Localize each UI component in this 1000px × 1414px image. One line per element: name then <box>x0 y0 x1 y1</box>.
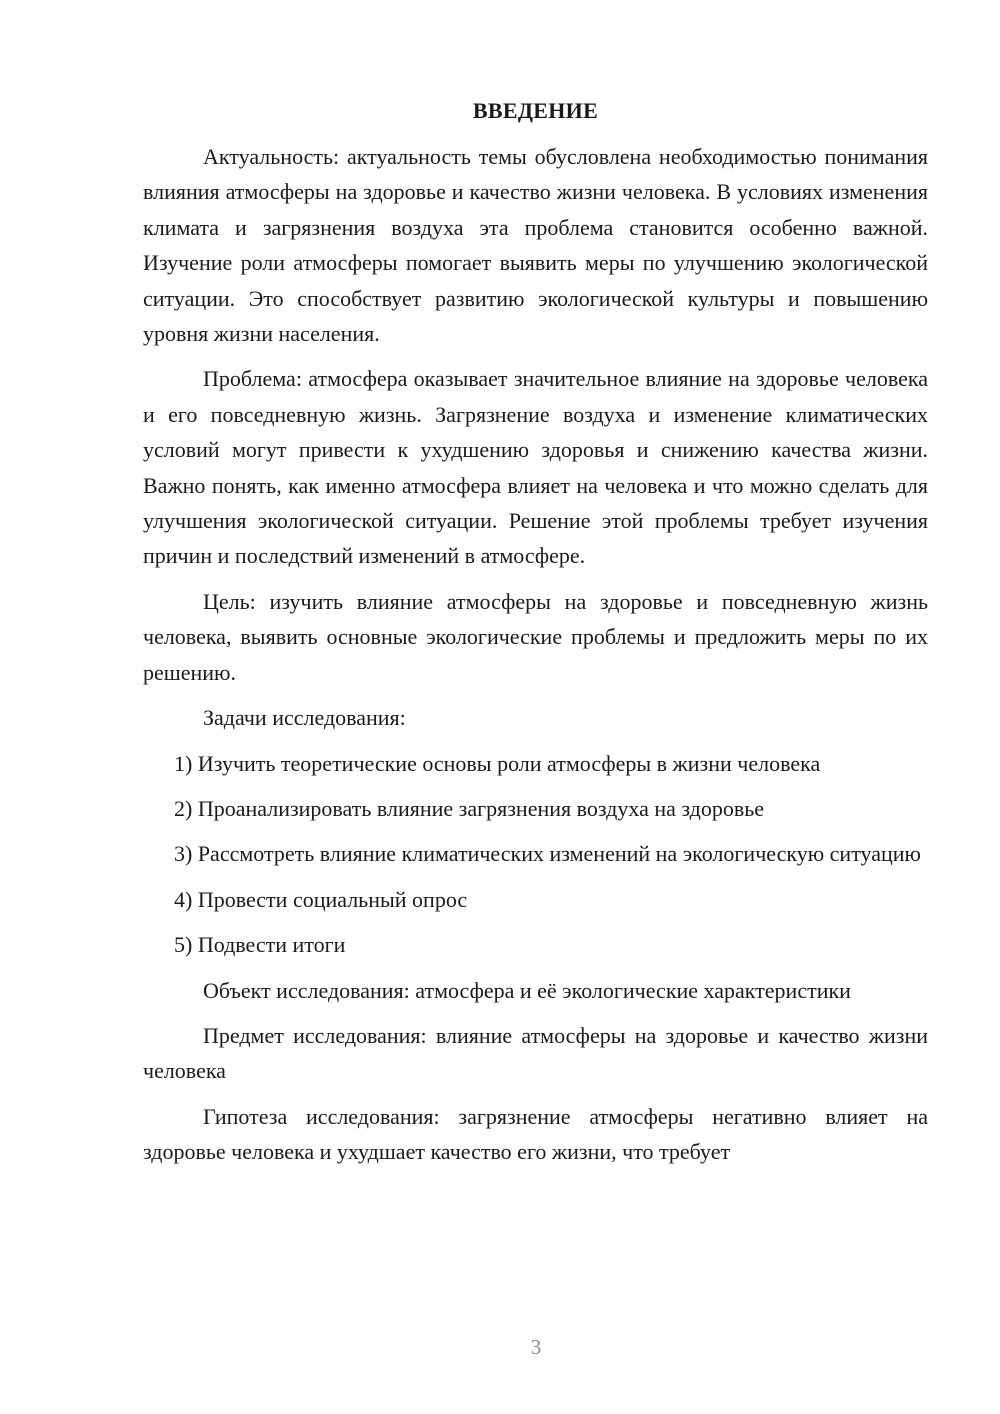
tasks-heading: Задачи исследования: <box>203 705 406 731</box>
task-item: 5) Подвести итоги <box>174 932 346 958</box>
paragraph-goal: Цель: изучить влияние атмосферы на здоровье и повседневную жизнь человека, выявить основные экологические проблемы и предложить меры по их решению. <box>143 588 928 685</box>
task-item: 4) Провести социальный опрос <box>174 886 468 912</box>
paragraph-problem: Проблема: атмосфера оказывает значительное влияние на здоровье человека и его повседневную жизнь. Загрязнение воздуха и изменение климатических условий могут привести к ухудшению здоровья и снижению качества жизни. Важно понять, как именно атмосфера влияет на человека и что можно сделать для улучшения экологической ситуации. Решение этой проблемы требует изучения причин и последствий изменений в атмосфере. <box>143 366 928 569</box>
paragraph-hypothesis: Гипотеза исследования: загрязнение атмосферы негативно влияет на здоровье человека и ухудшает качество его жизни, что требует <box>143 1103 928 1165</box>
paragraph-subject: Предмет исследования: влияние атмосферы на здоровье и качество жизни человека <box>143 1022 928 1084</box>
paragraph-object: Объект исследования: атмосфера и её экологические характеристики <box>203 977 851 1003</box>
task-item: 3) Рассмотреть влияние климатических изменений на экологическую ситуацию <box>174 841 921 867</box>
task-item: 2) Проанализировать влияние загрязнения воздуха на здоровье <box>174 795 765 821</box>
paragraph-relevance: Актуальность: актуальность темы обусловлена необходимостью понимания влияния атмосферы на здоровье и качество жизни человека. В условиях изменения климата и загрязнения воздуха эта проблема становится особенно важной. Изучение роли атмосферы помогает выявить меры по улучшению экологической ситуации. Это способствует развитию экологической культуры и повышению уровня жизни населения. <box>143 144 928 347</box>
page-content <box>143 96 928 1180</box>
section-title: ВВЕДЕНИЕ <box>472 98 599 123</box>
page-number: 3 <box>530 1335 542 1359</box>
task-item: 1) Изучить теоретические основы роли атмосферы в жизни человека <box>174 750 821 776</box>
